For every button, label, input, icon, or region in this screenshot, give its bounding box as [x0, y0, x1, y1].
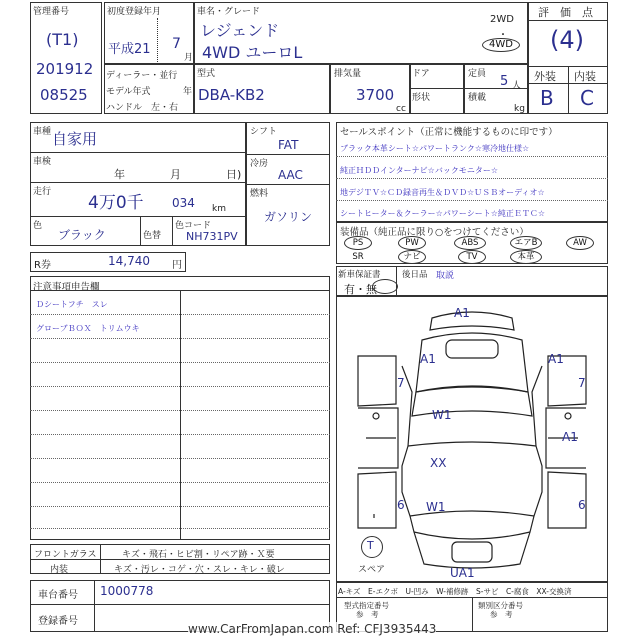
car-grade: 4WD ユーロL: [202, 43, 303, 62]
mark-right-rear-wheel: 6: [578, 498, 586, 512]
usage-label: 車種: [33, 127, 52, 137]
insp-month: 月: [170, 168, 181, 181]
fuel-value: ガソリン: [264, 210, 313, 224]
equip-tv: TV: [458, 250, 486, 264]
class-ref: 参 考: [490, 610, 513, 619]
manual-value: 取説: [436, 271, 455, 281]
mark-spare: T: [367, 539, 374, 552]
shift-label: シフト: [250, 127, 278, 137]
usage-value: 自家用: [52, 130, 98, 148]
reg-month-unit: 月: [184, 53, 194, 63]
color-code-label: 色コード: [175, 221, 212, 231]
interior-label: 内装: [50, 565, 69, 575]
warranty-none-circle: [372, 279, 398, 294]
equip-aw: AW: [566, 236, 594, 250]
warranty-label: 新車保証書: [338, 270, 381, 280]
sales-item: シートヒーター＆クーラー☆パワーシート☆純正ＥＴＣ☆: [340, 209, 546, 218]
drive-4wd: 4WD: [482, 38, 520, 52]
disp-label: 排気量: [334, 69, 362, 79]
regnum-label: 登録番号: [38, 616, 78, 627]
interior-text: キズ・汚レ・コゲ・穴・スレ・キレ・破レ: [114, 565, 285, 575]
glass-label: フロントガラス: [34, 550, 97, 560]
model-designation-ref: 参 考: [356, 610, 379, 619]
insp-label: 車検: [33, 157, 52, 167]
insp-year: 年: [114, 168, 125, 181]
equip-abs: ABS: [454, 236, 486, 250]
ext-grade: B: [540, 86, 554, 110]
cap-unit: 人: [512, 81, 522, 91]
int-grade: C: [580, 86, 594, 110]
recycle-label: R券: [34, 260, 51, 271]
eval-label: 評 価 点: [538, 6, 593, 19]
sales-item: 地デジＴＶ☆ＣＤ録音再生＆ＤＶＤ☆ＵＳＢオーディオ☆: [340, 188, 545, 197]
equip-navi: ナビ: [398, 250, 426, 264]
class-label: 類別区分番号: [478, 601, 523, 610]
model-designation-label: 型式指定番号: [344, 601, 389, 610]
mark-rear-bumper: UA1: [450, 566, 475, 580]
load-label: 積載: [468, 93, 487, 103]
car-name: レジェンド: [200, 21, 280, 40]
drive-2wd: 2WD: [490, 14, 514, 25]
chassis-label: 車台番号: [38, 590, 78, 601]
equip-pw: PW: [398, 236, 426, 250]
mark-rear-glass: W1: [426, 500, 446, 514]
equip-ps: PS: [344, 236, 372, 250]
mileage-label: 走行: [33, 187, 52, 197]
notes-label: 注意事項申告欄: [33, 282, 100, 293]
sales-item: ブラック本革シート☆パワートランク☆寒冷地仕様☆: [340, 144, 530, 153]
equip-leather: 本革: [510, 250, 542, 264]
color-label: 色: [33, 221, 43, 231]
mark-roof: XX: [430, 456, 447, 470]
mileage-sub: 034: [172, 196, 195, 210]
cap-label: 定員: [468, 69, 487, 79]
mileage-unit: km: [212, 204, 226, 214]
chassis-value: 1000778: [100, 584, 154, 598]
mgmt-num1: 201912: [36, 60, 94, 78]
mark-right-door: A1: [562, 430, 578, 444]
ext-label: 外装: [534, 70, 556, 83]
mileage-value: 4万0千: [88, 193, 144, 213]
name-label: 車名・グレード: [197, 7, 261, 17]
recycle-value: 14,740: [108, 254, 150, 268]
mark-left-fender: A1: [420, 352, 436, 366]
mark-left-front-wheel: 7: [397, 376, 405, 390]
equip-airbag: エアB: [510, 236, 542, 250]
sales-item: 純正ＨＤＤインターナビ☆バックモニター☆: [340, 166, 499, 175]
int-label: 内装: [574, 70, 596, 83]
warranty-value: 有・無: [344, 283, 377, 296]
cap-value: 5: [500, 74, 509, 89]
fuel-label: 燃料: [250, 189, 269, 199]
note-line: Ｄシートフチ スレ: [36, 300, 108, 309]
ac-label: 冷房: [250, 159, 269, 169]
disp-unit: cc: [396, 104, 406, 114]
recycle-unit: 円: [172, 260, 182, 271]
drive-dot: ・: [498, 30, 508, 41]
mark-right-fender: A1: [548, 352, 564, 366]
load-unit: kg: [514, 104, 525, 114]
reg-era: 平成21: [108, 42, 151, 57]
model-label: 型式: [197, 69, 216, 79]
reg-label: 初度登録年月: [107, 7, 162, 17]
color-value: ブラック: [58, 228, 106, 242]
mgmt-label: 管理番号: [33, 7, 70, 17]
color-code: NH731PV: [186, 230, 238, 243]
model-value: DBA-KB2: [198, 86, 265, 104]
equip-sr: SR: [352, 252, 364, 262]
sales-label: セールスポイント（正常に機能するものに印です）: [340, 127, 558, 138]
mark-left-rear-wheel: 6: [397, 498, 405, 512]
equip-label: 装備品（純正品に限り○をつけてください）: [340, 227, 529, 238]
insp-day: 日): [226, 168, 242, 181]
color-change-label: 色替: [143, 231, 162, 241]
watermark: www.CarFromJapan.com Ref: CFJ3935443: [188, 622, 437, 636]
mgmt-num2: 08525: [40, 86, 88, 104]
spare-label: スペア: [358, 565, 386, 575]
mark-front-bumper: A1: [454, 306, 470, 320]
glass-text: キズ・飛石・ヒビ割・リペア跡・Ｘ要: [122, 550, 275, 560]
ac-value: AAC: [278, 168, 303, 182]
mark-windshield: W1: [432, 408, 452, 422]
manual-label: 後日品: [402, 270, 428, 280]
shape-label: 形状: [412, 93, 431, 103]
note-line: グローブＢＯＸ トリムウキ: [36, 324, 140, 333]
handle-label: ハンドル 左・右: [106, 103, 179, 113]
eval-score: (4): [550, 26, 584, 54]
reg-month: 7: [172, 36, 181, 52]
mark-right-front-wheel: 7: [578, 376, 586, 390]
legend-text: A-キズ E-エクボ U-凹み W-補修跡 S-サビ C-腐食 XX-交換済: [338, 587, 572, 596]
model-year-unit: 年: [183, 87, 193, 97]
mgmt-code: (T1): [46, 30, 79, 49]
door-label: ドア: [412, 69, 430, 79]
model-year-label: モデル年式: [106, 87, 151, 97]
shift-value: FAT: [278, 138, 299, 152]
disp-value: 3700: [356, 86, 395, 104]
dealer-label: ディーラー・並行: [106, 71, 178, 81]
